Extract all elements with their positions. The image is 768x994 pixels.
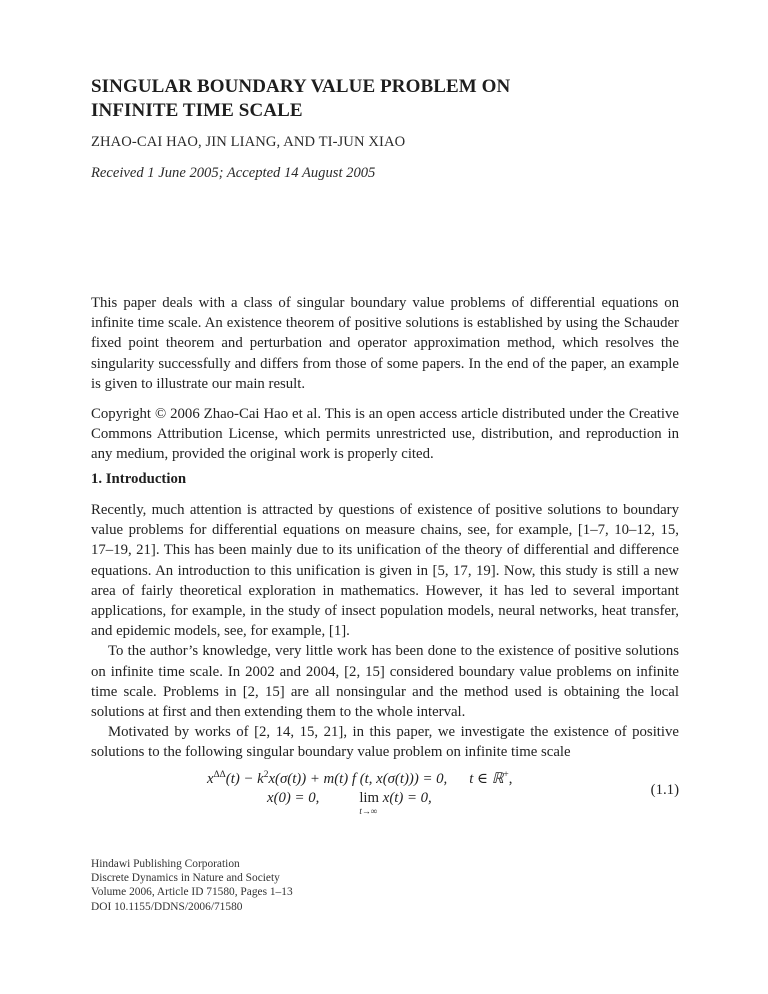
title-line-1: SINGULAR BOUNDARY VALUE PROBLEM ON [91, 76, 511, 97]
intro-paragraph-2: To the author’s knowledge, very little work has been done to the existence of positive solutions on infinite time scale. In 2002 and 2004, [2, 15] considered boundary value problems on infinite time scale. Problems in [2, 15] are all nonsingular and the method used is obtaining the local solutions at first and then extending them to the whole interval. [91, 643, 679, 721]
eq-superscript: 2 [263, 770, 269, 780]
footer-publisher: Hindawi Publishing Corporation [91, 858, 240, 870]
intro-paragraph-3: Motivated by works of [2, 14, 15, 21], in this paper, we investigate the existence of positive solutions to the following singular boundary value problem on infinite time scale [91, 724, 679, 761]
eq-lim-label: lim [359, 790, 380, 806]
eq-term: (t) − k [225, 771, 264, 787]
eq-limit [359, 790, 380, 816]
copyright-notice: Copyright © 2006 Zhao-Cai Hao et al. This is an open access article distributed under the Creative Commons Attribution License, which permits unrestricted use, distribution, and reproduction in any medium, provided the original work is properly cited. [91, 406, 679, 463]
eq-lim-subscript: t→∞ [359, 806, 378, 816]
abstract: This paper deals with a class of singular boundary value problems of differential equations on infinite time scale. An existence theorem of positive solutions is established by using the Schauder fixed point theorem and perturbation and operator approximation method, which resolves the singularity successfully and differs from those of some papers. In the end of the paper, an example is given to illustrate our main result. [91, 295, 679, 392]
eq-boundary-condition: x(0) = 0, [267, 790, 320, 806]
equation-number: (1.1) [650, 782, 679, 798]
received-dates: Received 1 June 2005; Accepted 14 August 2005 [91, 165, 376, 181]
eq-superscript: + [503, 770, 509, 780]
eq-term: , [508, 771, 513, 787]
paper-title [91, 75, 510, 123]
title-line-2: INFINITE TIME SCALE [91, 100, 303, 121]
equation-line-2 [267, 790, 432, 816]
publication-footer [91, 857, 293, 914]
eq-boundary-condition: x(t) = 0, [379, 790, 432, 806]
section-heading-introduction: 1. Introduction [91, 471, 187, 487]
equation-line-1 [207, 770, 512, 788]
footer-journal: Discrete Dynamics in Nature and Society [91, 872, 280, 885]
introduction-body [91, 500, 679, 763]
intro-paragraph-1: Recently, much attention is attracted by questions of existence of positive solutions to boundary value problems for differential equations on measure chains, see, for example, [1–7, 10–12, 15, 17–19, 21]. This has been mainly due to its unification of the theory of differential and difference equations. An introduction to this unification is given in [5, 17, 19]. Now, this study is still a new area of fairly theoretical exploration in mathematics. However, it has led to several important applications, for example, in the study of insect population models, neural networks, heat transfer, and epidemic models, see, for example, [1]. [91, 502, 679, 640]
equation-1-1 [91, 770, 679, 818]
author-list: ZHAO-CAI HAO, JIN LIANG, AND TI-JUN XIAO [91, 134, 406, 150]
eq-domain: t ∈ ℝ [469, 771, 504, 787]
footer-doi: DOI 10.1155/DDNS/2006/71580 [91, 900, 243, 913]
eq-term: x [207, 771, 214, 787]
footer-volume: Volume 2006, Article ID 71580, Pages 1–13 [91, 886, 293, 899]
eq-term: x(σ(t)) + m(t) f (t, x(σ(t))) = 0, [268, 771, 448, 787]
eq-superscript: ΔΔ [213, 770, 226, 780]
